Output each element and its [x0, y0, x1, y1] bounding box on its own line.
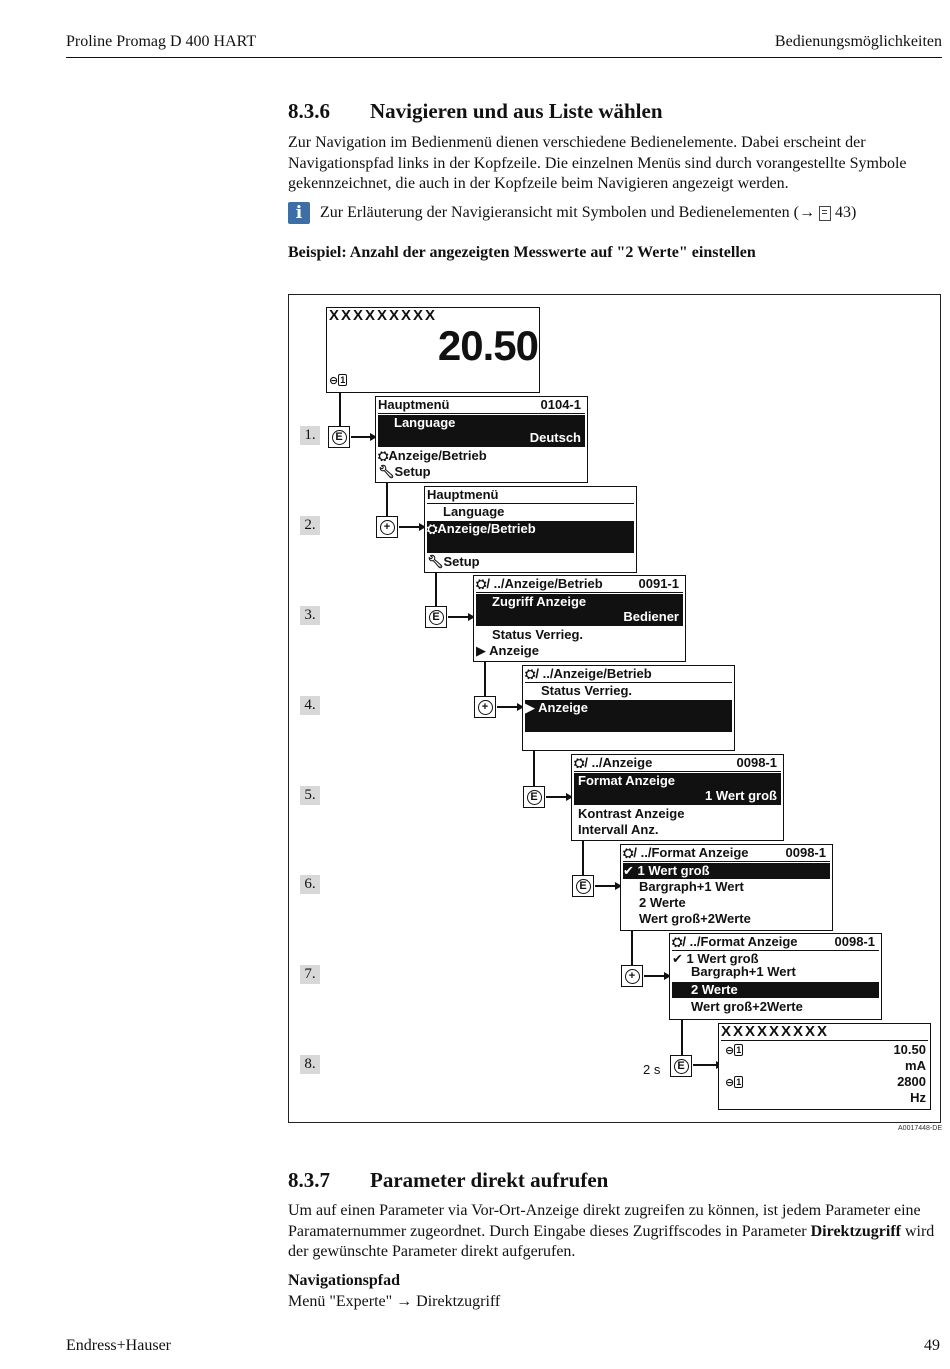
display-operation-menu: ⛭/ ../Anzeige/Betrieb 0091-1 Zugriff Anzeige Bediener Status Verrieg. ▶ Anzeige: [473, 575, 686, 662]
section-heading-8-3-7: [288, 1168, 608, 1193]
step-number: 6.: [300, 875, 320, 894]
step-number: 4.: [300, 696, 320, 715]
info-note: [288, 202, 856, 224]
enter-key-button[interactable]: E: [572, 875, 594, 897]
page-reference-icon: [819, 206, 831, 221]
footer-company: Endress+Hauser: [66, 1337, 171, 1354]
section-heading-8-3-6: [288, 99, 663, 124]
section-number: 8.3.7: [288, 1168, 330, 1192]
display-measured-value: XXXXXXXXX 20.50 ⊖ 1: [326, 307, 540, 393]
nav-path-heading: Navigationspfad: [288, 1272, 401, 1289]
page-number: 49: [924, 1337, 940, 1354]
display-main-menu-scrolled: Hauptmenü Language ⛭Anzeige/Betrieb 🔧︎Setup: [424, 486, 637, 573]
figure-id: A0017448-DE: [898, 1125, 942, 1132]
enter-key-button[interactable]: E: [425, 606, 447, 628]
plus-key-button[interactable]: +: [474, 696, 496, 718]
enter-key-button[interactable]: E: [523, 786, 545, 808]
note-text: Zur Erläuterung der Navigieransicht mit Symbolen und Bedienelementen (→: [320, 204, 815, 221]
display-main-menu: Hauptmenü 0104-1 Language Deutsch ⛭Anzeige/Betrieb 🔧︎Setup: [375, 396, 588, 483]
nav-path-value: Menü "Experte" → Direktzugriff: [288, 1293, 501, 1310]
section-paragraph: Um auf einen Parameter via Vor-Ort-Anzeige direkt zugreifen zu können, ist jedem Parameter eine Paramaternummer zugeordnet. Durch Eingabe dieses Zugriffscodes in Parameter Direktzugriff wird der gewünschte Parameter direkt aufgerufen.: [288, 1202, 935, 1260]
step-number: 3.: [300, 606, 320, 625]
display-icon: ⛭: [525, 666, 536, 681]
section-title: Parameter direkt aufrufen: [370, 1168, 609, 1192]
display-icon: ⛭: [672, 934, 683, 949]
section-paragraph: Zur Navigation im Bedienmenü dienen verschiedene Bedienelemente. Dabei erscheint der Navigationspfad links in der Kopfzeile. Die einzelnen Menüs sind durch vorangestellte Symbole gekennzeichnet, die auch in der Kopfzeile beim Navigieren angezeigt werden.: [288, 134, 907, 192]
plus-key-button[interactable]: +: [621, 965, 643, 987]
wrench-icon: 🔧︎: [378, 464, 395, 479]
step-number: 5.: [300, 786, 320, 805]
hold-time-label: 2 s: [643, 1062, 661, 1077]
step-number: 1.: [300, 426, 320, 445]
section-title: Navigieren und aus Liste wählen: [370, 99, 663, 123]
output-indicator-icon: ⊖ 1: [725, 1077, 742, 1089]
step-number: 7.: [300, 965, 320, 984]
display-icon: ⛭: [378, 448, 389, 463]
display-icon: ⛭: [574, 755, 585, 770]
navigation-figure: [288, 294, 941, 1123]
checkmark-icon: ✔: [623, 863, 634, 878]
play-icon: ▶: [525, 700, 535, 715]
note-page-ref[interactable]: 43): [834, 204, 857, 221]
header-product-name: Proline Promag D 400 HART: [66, 33, 257, 50]
parameter-name: Direktzugriff: [810, 1222, 901, 1240]
info-icon: i: [288, 202, 310, 224]
plus-key-button[interactable]: +: [376, 516, 398, 538]
display-icon: ⛭: [623, 845, 634, 860]
output-indicator-icon: ⊖ 1: [725, 1045, 742, 1057]
enter-key-button[interactable]: E: [670, 1055, 692, 1077]
header-chapter-title: Bedienungsmöglichkeiten: [774, 33, 942, 50]
display-operation-menu-scrolled: ⛭/ ../Anzeige/Betrieb Status Verrieg. ▶ Anzeige: [522, 665, 735, 751]
display-format-list-selected: ⛭/ ../Format Anzeige 0098-1 ✔ 1 Wert groß Bargraph+1 Wert 2 Werte Wert groß+2Werte: [669, 933, 882, 1020]
step-number: 8.: [300, 1055, 320, 1074]
output-indicator-icon: ⊖ 1: [329, 375, 346, 387]
header-rule: [66, 57, 942, 58]
checkmark-icon: ✔: [672, 951, 683, 966]
display-display-menu: ⛭/ ../Anzeige 0098-1 Format Anzeige 1 Wert groß Kontrast Anzeige Intervall Anz.: [571, 754, 784, 841]
enter-key-button[interactable]: E: [328, 426, 350, 448]
wrench-icon: 🔧︎: [427, 554, 444, 569]
display-format-list: ⛭/ ../Format Anzeige 0098-1 ✔ 1 Wert groß Bargraph+1 Wert 2 Werte Wert groß+2Werte: [620, 844, 833, 931]
display-icon: ⛭: [476, 576, 487, 591]
example-heading: Beispiel: Anzahl der angezeigten Messwerte auf "2 Werte" einstellen: [288, 244, 756, 261]
step-number: 2.: [300, 516, 320, 535]
section-number: 8.3.6: [288, 99, 330, 123]
display-icon: ⛭: [427, 521, 438, 536]
display-two-values: XXXXXXXXX ⊖ 1 10.50 mA ⊖ 1 2800 Hz: [718, 1023, 931, 1110]
play-icon: ▶: [476, 643, 486, 658]
